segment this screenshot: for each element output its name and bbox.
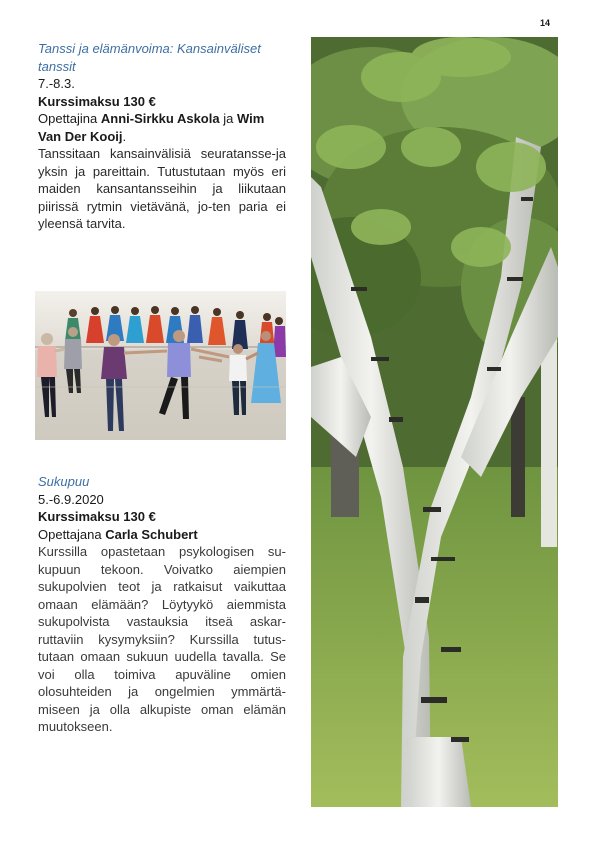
course-teachers: Opettajina Anni-Sirkku Askola ja Wim Van Der Kooij. [38, 111, 265, 144]
course-tanssi [38, 40, 286, 233]
course-fee: Kurssimaksu 130 € [38, 509, 156, 524]
course-fee: Kurssimaksu 130 € [38, 93, 156, 109]
course-dates: 5.-6.9.2020 [38, 491, 104, 507]
course-dates: 7.-8.3. [38, 76, 75, 91]
course-title: Sukupuu [38, 474, 90, 489]
circle-dance-photo [35, 291, 286, 440]
course-title: Tanssi ja elämänvoima: Kansainväliset tanssit [38, 41, 261, 74]
page-number: 14 [540, 18, 551, 28]
course-teacher: Opettajana Carla Schubert [38, 526, 198, 542]
course-sukupuu [38, 473, 286, 736]
course-description: Kurssilla opastetaan psykologisen su-kupuun tekoon. Voivatko aiempien sukupolvien teot ja ratkaisut vaikuttaa omaan elämään? Löytyykö aiemmista sukupolvista vastauksia itseä askar-ruttaviin kysymyksiin? Kurssilla tutus-tutaan omaan sukuun uudella tavalla. Se voi olla toimiva apuväline omien olosuhteiden ja ongelmien ymmärtä-miseen ja olla alkupiste oman elämän muutokseen. [38, 544, 286, 734]
course-description: Tanssitaan kansainvälisiä seuratansse-ja yksin ja pareittain. Tutustutaan myös eri maiden kansantansseihin ja liikutaan piirissä rytmin vietävänä, jo-ten paria ei yleensä tarvita. [38, 146, 286, 231]
birch-tree-photo [311, 37, 558, 807]
